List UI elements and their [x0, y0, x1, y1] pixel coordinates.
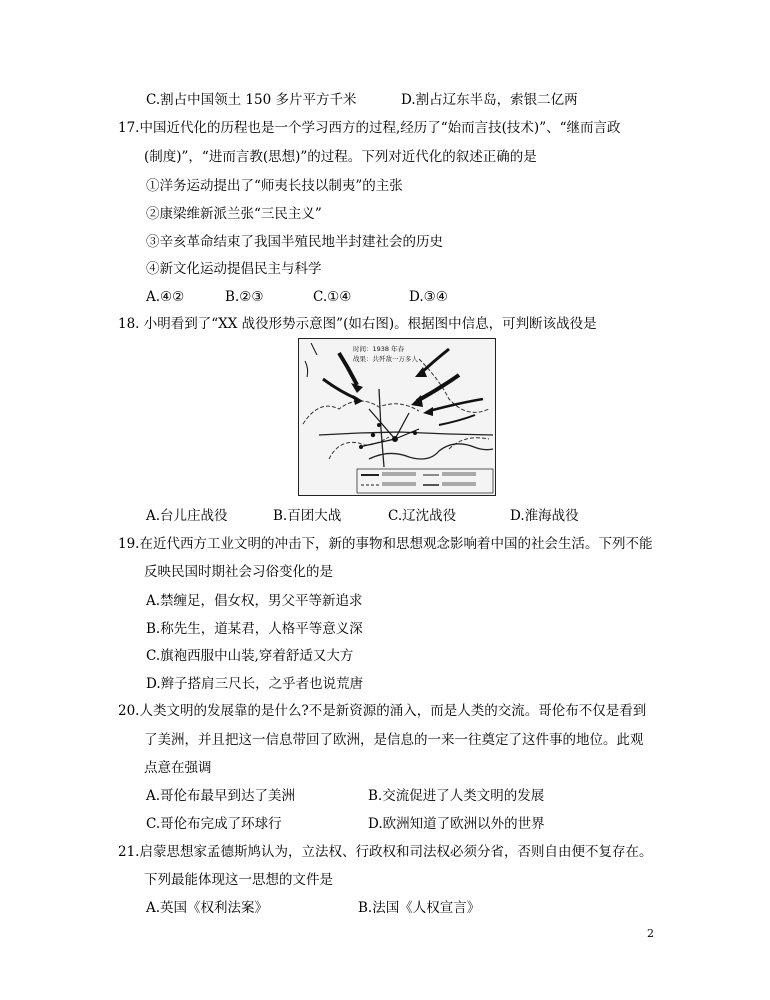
q17-option-d: D.③④: [409, 289, 448, 305]
q17-item-1: ①洋务运动提出了“师夷长技以制夷”的主张: [146, 178, 403, 194]
map-result-label: 战果：共歼敌一万多人: [353, 355, 418, 363]
q19-option-a: A.禁缠足，倡女权，男父平等新追求: [146, 593, 363, 609]
q20-option-a: A.哥伦布最早到达了美洲: [146, 788, 296, 804]
q19-option-c: C.旗袍西服中山装,穿着舒适又大方: [146, 648, 354, 664]
battle-situation-map: [298, 338, 496, 496]
q21-stem-line-1: 21.启蒙思想家孟德斯鸠认为，立法权、行政权和司法权必须分省，否则自由便不复存在。: [118, 844, 653, 860]
q18-option-a: A.台儿庄战役: [146, 508, 228, 524]
map-time-label: 时间：1938 年春: [353, 345, 405, 353]
q19-stem-line-1: 19.在近代西方工业文明的冲击下，新的事物和思想观念影响着中国的社会生活。下列不能: [118, 536, 653, 552]
q20-option-d: D.欧洲知道了欧洲以外的世界: [368, 816, 545, 832]
page-number: 2: [647, 927, 654, 940]
q19-option-d: D.辫子搭肩三尺长，之乎者也说荒唐: [146, 676, 364, 692]
q16-option-d: D.割占辽东半岛，索银二亿两: [401, 92, 578, 108]
q19-stem-line-2: 反映民国时期社会习俗变化的是: [144, 564, 333, 580]
q20-option-b: B.交流促进了人类文明的发展: [368, 788, 545, 804]
q19-option-b: B.称先生，道某君，人格平等意义深: [146, 621, 363, 637]
q17-item-2: ②康梁维新派兰张“三民主义”: [146, 206, 322, 222]
q21-stem-line-2: 下列最能体现这一思想的文件是: [144, 872, 333, 888]
q18-option-b: B.百团大战: [273, 508, 342, 524]
q17-stem-line-1: 17.中国近代化的历程也是一个学习西方的过程,经历了“始而言技(技术)”、“继而言政: [118, 120, 621, 136]
q17-item-4: ④新文化运动提倡民主与科学: [146, 261, 322, 277]
q17-option-c: C.①④: [313, 289, 352, 305]
q20-option-c: C.哥伦布完成了环球行: [146, 816, 282, 832]
q20-stem-line-2: 了美洲，并且把这一信息带回了欧洲，是信息的一来一往奠定了这件事的地位。此观: [144, 732, 644, 748]
q17-option-a: A.④②: [146, 289, 185, 305]
q18-option-c: C.辽沈战役: [388, 508, 457, 524]
q17-stem-line-2: (制度)”，“进而言教(思想)”的过程。下列对近代化的叙述正确的是: [144, 149, 537, 165]
q21-option-b: B.法国《人权宣言》: [358, 900, 481, 916]
q18-option-d: D.淮海战役: [510, 508, 579, 524]
q18-stem: 18. 小明看到了“XX 战役形势示意图”(如右图)。根据图中信息，可判断该战役是: [118, 316, 597, 332]
q20-stem-line-3: 点意在强调: [144, 760, 212, 776]
q21-option-a: A.英国《权利法案》: [146, 900, 269, 916]
q17-item-3: ③辛亥革命结束了我国半殖民地半封建社会的历史: [146, 234, 443, 250]
q17-option-b: B.②③: [225, 289, 264, 305]
q20-stem-line-1: 20.人类文明的发展靠的是什么?不是新资源的涌入，而是人类的交流。哥伦布不仅是看到: [118, 703, 647, 719]
q16-option-c: C.割占中国领土 150 多片平方千米: [146, 92, 357, 108]
